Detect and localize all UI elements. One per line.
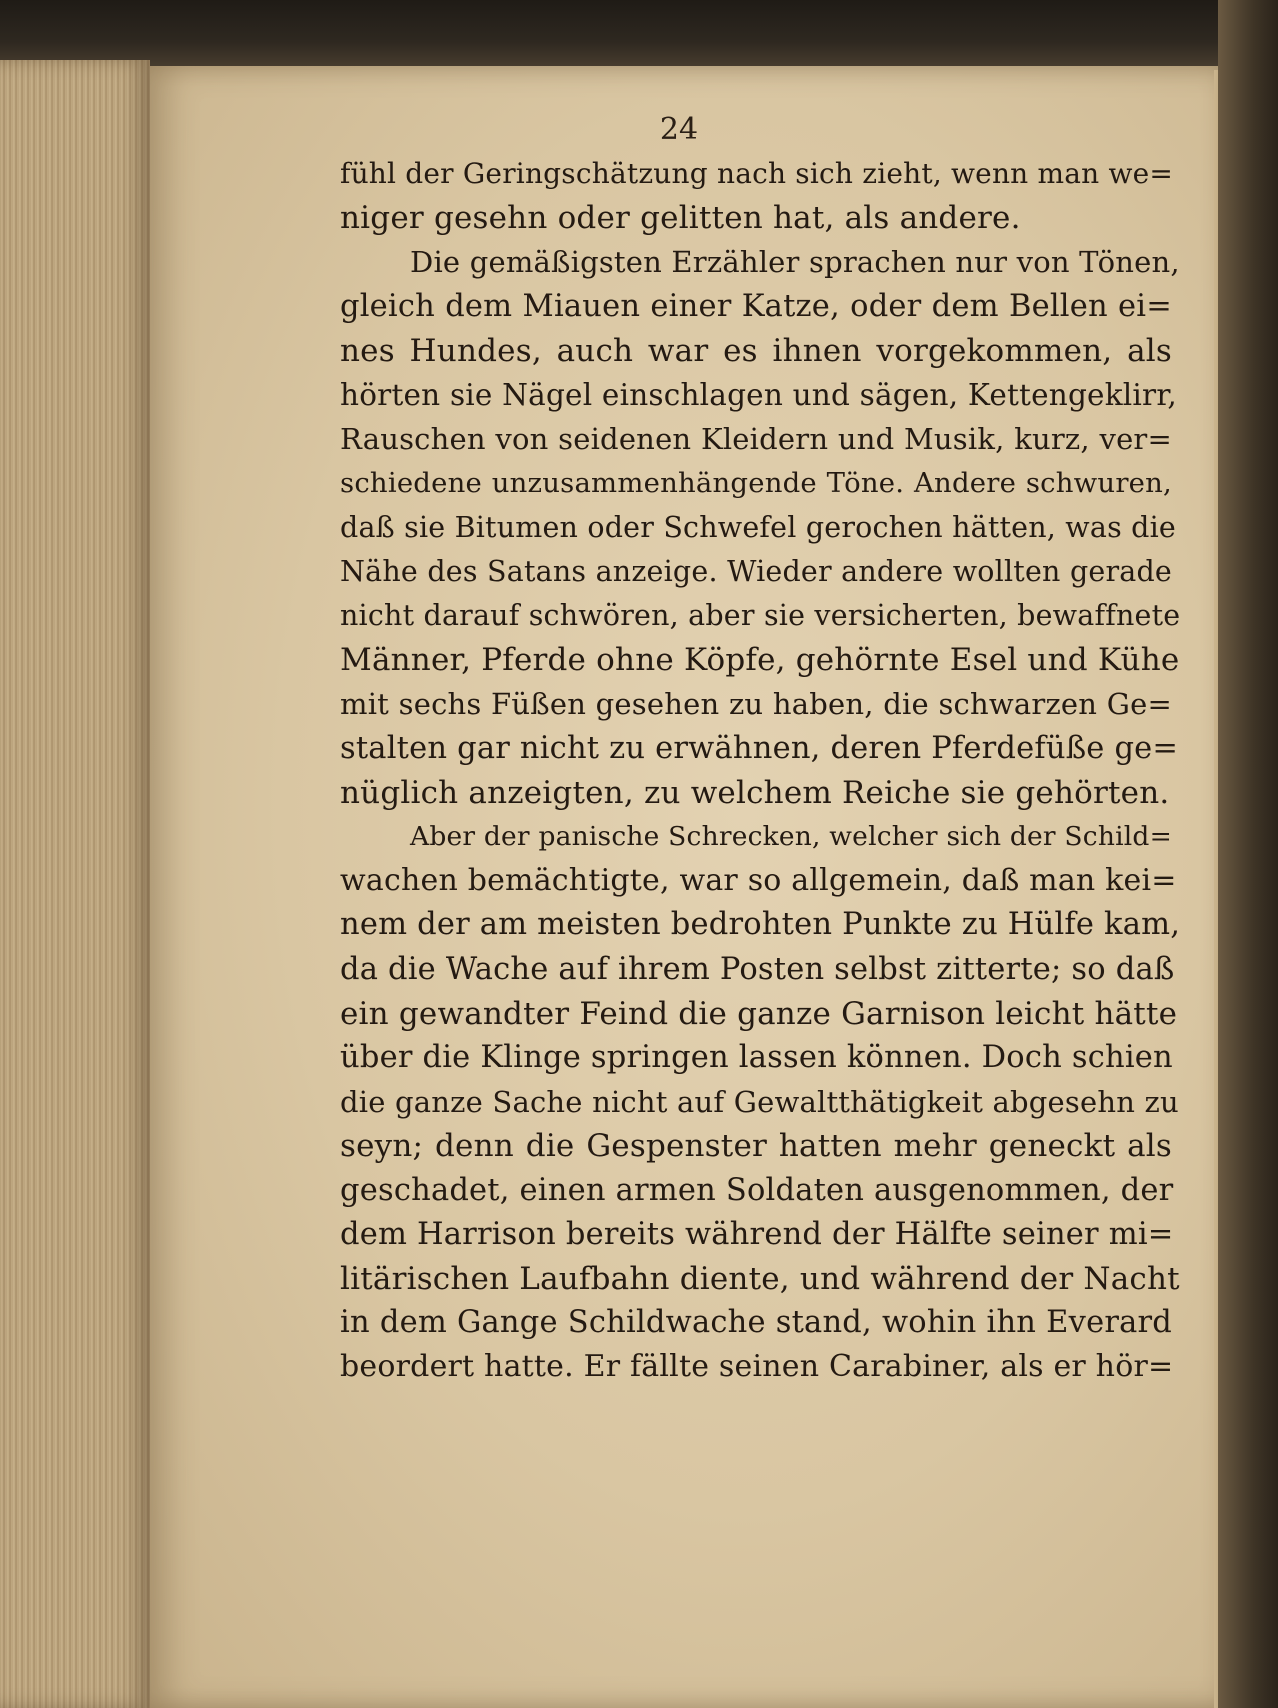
text-line: beordert hatte. Er fällte seinen Carabiner, als er hör= [340, 1349, 1174, 1385]
text-line: Nähe des Satans anzeige. Wieder andere wollten gerade [340, 554, 1172, 588]
book-cover-top [0, 0, 1278, 70]
text-line: mit sechs Füßen gesehen zu haben, die schwarzen Ge= [340, 687, 1172, 722]
text-line: schiedene unzusammenhängende Töne. Andere schwuren, [340, 467, 1172, 500]
text-line: über die Klinge springen lassen können. Doch schien [340, 1040, 1173, 1076]
text-line: seyn; denn die Gespenster hatten mehr geneckt als [340, 1128, 1172, 1165]
page-body-text [340, 152, 1181, 1390]
text-line: die ganze Sache nicht auf Gewaltthätigkeit abgesehn zu [340, 1085, 1179, 1120]
text-line: nem der am meisten bedrohten Punkte zu Hülfe kam, [340, 907, 1181, 943]
text-line: geschadet, einen armen Soldaten ausgenommen, der [340, 1172, 1174, 1208]
text-line: Männer, Pferde ohne Köpfe, gehörnte Esel und Kühe [340, 642, 1180, 679]
page-stack-edge [0, 60, 150, 1708]
text-line: litärischen Laufbahn diente, und während der Nacht [340, 1261, 1180, 1298]
text-line: nes Hundes, auch war es ihnen vorgekommen, als [340, 332, 1172, 369]
text-line: stalten gar nicht zu erwähnen, deren Pferdefüße ge= [340, 730, 1179, 766]
text-line: fühl der Geringschätzung nach sich zieht, wenn man we= [340, 157, 1174, 190]
text-line: dem Harrison bereits während der Hälfte seiner mi= [340, 1216, 1174, 1252]
text-line: Rauschen von seidenen Kleidern und Musik, kurz, ver= [340, 422, 1172, 457]
text-line: Aber der panische Schrecken, welcher sich der Schild= [410, 821, 1172, 853]
text-line: da die Wache auf ihrem Posten selbst zitterte; so daß [340, 951, 1175, 987]
text-line: daß sie Bitumen oder Schwefel gerochen hätten, was die [340, 510, 1176, 544]
text-line: nüglich anzeigten, zu welchem Reiche sie gehörten. [340, 774, 1170, 811]
book-cover-right [1218, 0, 1278, 1708]
text-line: ein gewandter Feind die ganze Garnison leicht hätte [340, 995, 1178, 1032]
text-line: nicht darauf schwören, aber sie versicherten, bewaffnete [340, 599, 1181, 633]
text-line: in dem Gange Schildwache stand, wohin ihn Everard [340, 1305, 1172, 1341]
text-line: hörten sie Nägel einschlagen und sägen, Kettengeklirr, [340, 378, 1177, 413]
page-number: 24 [659, 112, 699, 147]
text-line: niger gesehn oder gelitten hat, als andere. [340, 200, 1021, 237]
text-line: wachen bemächtigte, war so allgemein, daß man kei= [340, 863, 1177, 899]
text-line: gleich dem Miauen einer Katze, oder dem Bellen ei= [340, 288, 1172, 324]
text-line: Die gemäßigsten Erzähler sprachen nur von Tönen, [410, 245, 1180, 280]
